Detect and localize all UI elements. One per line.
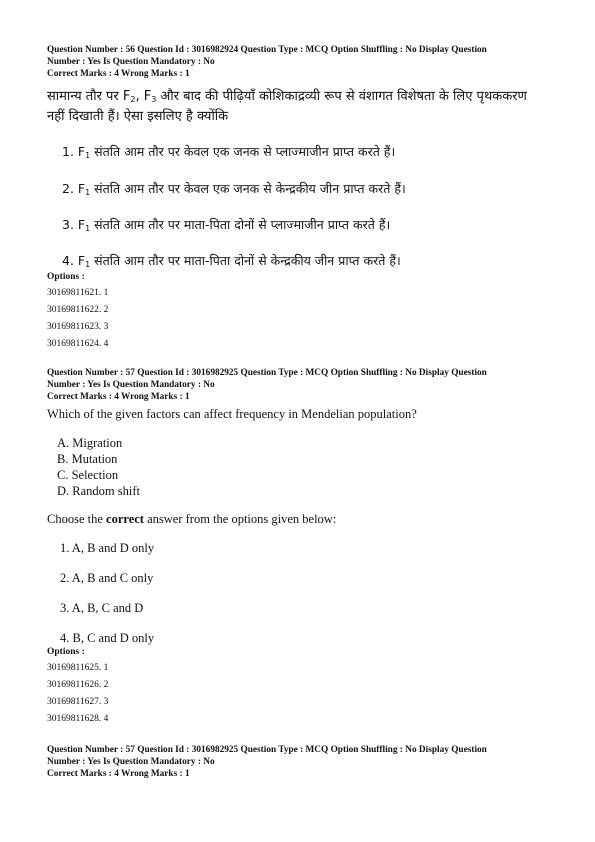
q57-factor-c: C. Selection <box>57 468 119 482</box>
q57-factor-d: D. Random shift <box>57 484 140 498</box>
q56-option-id-3: 30169811623. 3 <box>47 322 109 332</box>
q56-choice-2: 2. $F_1$ संतति आम तौर पर केवल एक जनक से केन्द्रकीय जीन प्राप्त करते हैं। <box>62 181 406 197</box>
q57-factor-b: B. Mutation <box>57 452 118 466</box>
q57-factor-a: A. Migration <box>57 436 123 450</box>
q57-choice-4: 4. B, C and D only <box>60 631 155 645</box>
q57-choice-1: 1. A, B and D only <box>60 541 155 555</box>
q57-repeat-meta-line-2: Number : Yes Is Question Mandatory : No <box>47 757 215 767</box>
q57-option-id-1: 30169811625. 1 <box>47 663 109 673</box>
q56-meta-line-2: Number : Yes Is Question Mandatory : No <box>47 57 215 67</box>
q57-meta-line-1: Question Number : 57 Question Id : 3016982925 Question Type : MCQ Option Shuffling : No Display Question <box>47 368 487 378</box>
q56-options-label: Options : <box>47 272 85 282</box>
q57-option-id-3: 30169811627. 3 <box>47 697 109 707</box>
q57-choice-3: 3. A, B, C and D <box>60 601 144 615</box>
q56-choice-3: 3. $F_1$ संतति आम तौर पर माता-पिता दोनों से प्लाज्माजीन प्राप्त करते हैं। <box>62 217 391 233</box>
q56-option-id-2: 30169811622. 2 <box>47 305 109 315</box>
q57-option-id-4: 30169811628. 4 <box>47 714 109 724</box>
q56-stem-line-1: सामान्य तौर पर $F_2$, $F_3$ और बाद की पीढ़ियाँ कोशिकाद्रव्यी रूप से वंशागत विशेषता के लिए पृथककरण <box>47 89 527 104</box>
q57-instruction: Choose the correct answer from the options given below: <box>47 512 337 526</box>
q56-stem-line-2: नहीं दिखाती हैं। ऐसा इसलिए है क्योंकि <box>47 109 229 124</box>
q56-meta-line-1: Question Number : 56 Question Id : 3016982924 Question Type : MCQ Option Shuffling : No Display Question <box>47 45 487 55</box>
q56-choice-1: 1. $F_1$ संतति आम तौर पर केवल एक जनक से प्लाज्माजीन प्राप्त करते हैं। <box>62 144 396 160</box>
q56-option-id-4: 30169811624. 4 <box>47 339 109 349</box>
q57-option-id-2: 30169811626. 2 <box>47 680 109 690</box>
q57-stem: Which of the given factors can affect frequency in Mendelian population? <box>47 407 417 421</box>
q57-repeat-meta-line-3: Correct Marks : 4 Wrong Marks : 1 <box>47 769 190 779</box>
q57-meta-line-2: Number : Yes Is Question Mandatory : No <box>47 380 215 390</box>
q57-repeat-meta-line-1: Question Number : 57 Question Id : 3016982925 Question Type : MCQ Option Shuffling : No Display Question <box>47 745 487 755</box>
q57-meta-line-3: Correct Marks : 4 Wrong Marks : 1 <box>47 392 190 402</box>
q57-options-label: Options : <box>47 647 85 657</box>
q57-choice-2: 2. A, B and C only <box>60 571 154 585</box>
q56-choice-4: 4. $F_1$ संतति आम तौर पर माता-पिता दोनों से केन्द्रकीय जीन प्राप्त करते हैं। <box>62 253 401 269</box>
q56-option-id-1: 30169811621. 1 <box>47 288 109 298</box>
q56-meta-line-3: Correct Marks : 4 Wrong Marks : 1 <box>47 69 190 79</box>
